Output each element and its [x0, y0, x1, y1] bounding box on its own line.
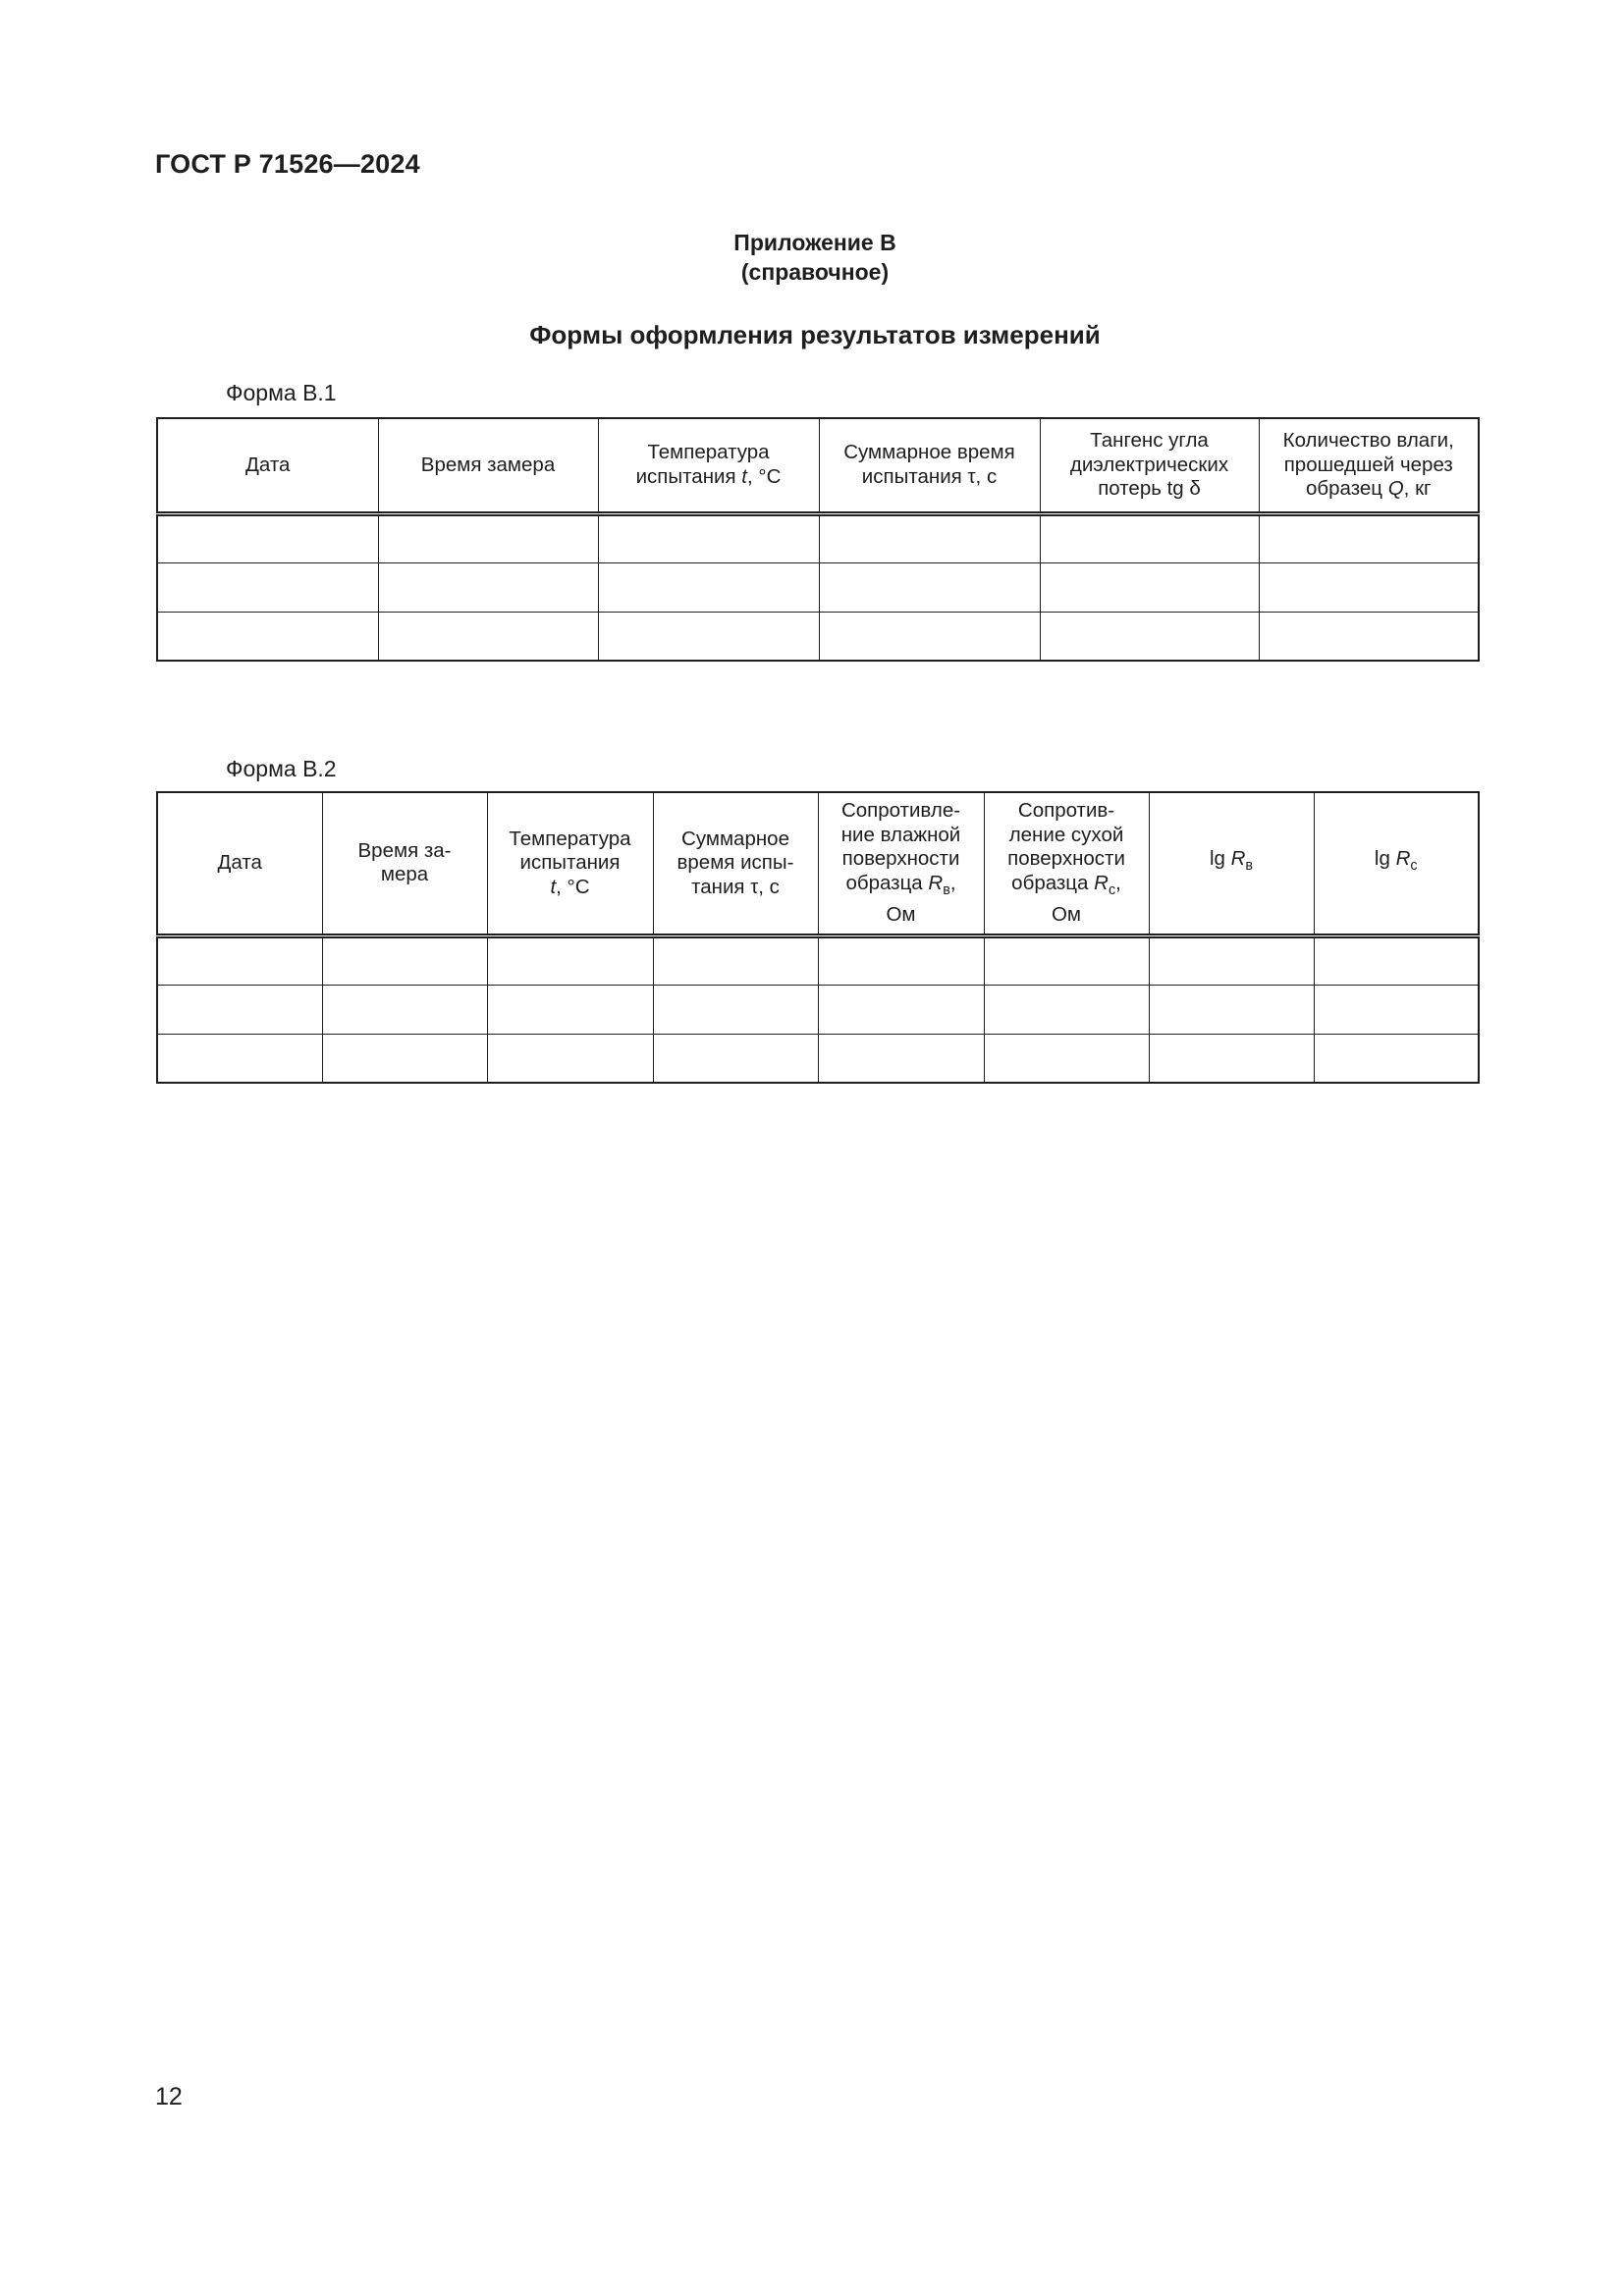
- table-cell: [157, 985, 322, 1034]
- table-row: [157, 612, 1479, 661]
- table-cell: [1259, 562, 1479, 612]
- table-cell: [157, 1034, 322, 1083]
- table-cell: [1149, 985, 1314, 1034]
- table-cell: [378, 562, 598, 612]
- table-cell: [378, 612, 598, 661]
- column-header-moisture-amount: Количество влаги, прошедшей через образец Q, кг: [1259, 418, 1479, 513]
- appendix-subtitle: (справочное): [740, 259, 890, 285]
- table-cell: [1314, 985, 1479, 1034]
- table-cell: [487, 1034, 653, 1083]
- document-code: ГОСТ Р 71526—2024: [155, 149, 420, 179]
- column-header-date: Дата: [157, 418, 378, 513]
- column-header-temperature: Температура испытания t, °C: [598, 418, 819, 513]
- column-header-lg-rv: $\lg R_в$: [1149, 792, 1314, 935]
- column-header-total-time: Суммарное время испы- тания τ, с: [653, 792, 818, 935]
- column-header-dry-surface-resistance: Сопротив- ление сухой поверхности образца $R_с$, Ом: [984, 792, 1149, 935]
- column-header-loss-tangent: Тангенс угла диэлектрических потерь tg δ: [1040, 418, 1259, 513]
- table-cell: [157, 612, 378, 661]
- table-cell: [487, 935, 653, 985]
- table-cell: [653, 985, 818, 1034]
- table-header-row: [157, 792, 1479, 935]
- column-header-measure-time: Время за- мера: [322, 792, 487, 935]
- form-b2-body: [157, 935, 1479, 1083]
- table-cell: [322, 985, 487, 1034]
- table-cell: [984, 985, 1149, 1034]
- table-cell: [818, 985, 984, 1034]
- table-cell: [598, 612, 819, 661]
- section-title: Формы оформления результатов измерений: [529, 320, 1101, 349]
- column-header-measure-time: Время замера: [378, 418, 598, 513]
- form-b1-label: Форма В.1: [226, 380, 337, 405]
- table-row: [157, 562, 1479, 612]
- table-header-row: [157, 418, 1479, 513]
- column-header-temperature: Температура испытания t, °C: [487, 792, 653, 935]
- table-cell: [322, 935, 487, 985]
- table-row: [157, 985, 1479, 1034]
- column-header-date: Дата: [157, 792, 322, 935]
- table-cell: [653, 935, 818, 985]
- table-cell: [157, 935, 322, 985]
- table-cell: [1259, 513, 1479, 562]
- form-b2-label: Форма В.2: [226, 756, 337, 781]
- form-b1-body: [157, 513, 1479, 661]
- column-header-lg-rc: $\lg R_с$: [1314, 792, 1479, 935]
- appendix-heading: [0, 228, 1624, 287]
- table-cell: [1040, 513, 1259, 562]
- table-cell: [598, 513, 819, 562]
- table-cell: [984, 1034, 1149, 1083]
- table-cell: [487, 985, 653, 1034]
- table-cell: [819, 612, 1040, 661]
- table-row: [157, 513, 1479, 562]
- table-cell: [378, 513, 598, 562]
- table-cell: [984, 935, 1149, 985]
- table-cell: [818, 935, 984, 985]
- table-cell: [598, 562, 819, 612]
- table-cell: [1040, 562, 1259, 612]
- table-cell: [157, 562, 378, 612]
- table-cell: [1314, 1034, 1479, 1083]
- table-cell: [653, 1034, 818, 1083]
- table-cell: [819, 513, 1040, 562]
- table-row: [157, 935, 1479, 985]
- form-b1-table: [156, 417, 1480, 662]
- table-cell: [322, 1034, 487, 1083]
- table-cell: [818, 1034, 984, 1083]
- page-number: 12: [155, 2083, 183, 2110]
- column-header-wet-surface-resistance: Сопротивле- ние влажной поверхности образца $R_в$, Ом: [818, 792, 984, 935]
- table-cell: [819, 562, 1040, 612]
- appendix-title: Приложение В: [733, 230, 896, 255]
- table-row: [157, 1034, 1479, 1083]
- form-b2-table: [156, 791, 1480, 1084]
- table-cell: [1259, 612, 1479, 661]
- table-cell: [1314, 935, 1479, 985]
- table-cell: [1149, 935, 1314, 985]
- table-cell: [1040, 612, 1259, 661]
- table-cell: [157, 513, 378, 562]
- table-cell: [1149, 1034, 1314, 1083]
- column-header-total-time: Суммарное время испытания τ, с: [819, 418, 1040, 513]
